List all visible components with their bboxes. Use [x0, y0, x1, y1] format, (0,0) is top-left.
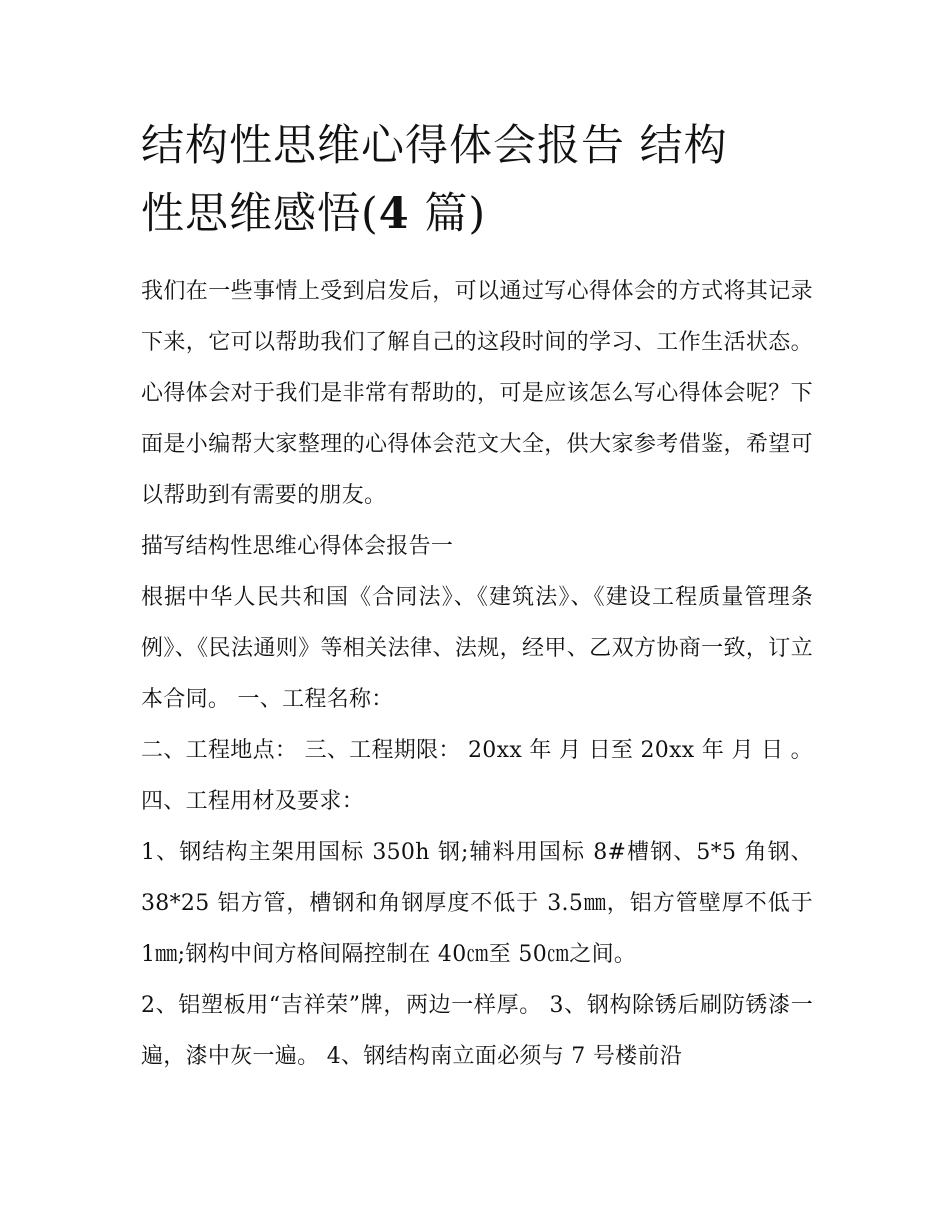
project-info-paragraph: 二、工程地点： 三、工程期限： 20xx 年 月 日至 20xx 年 月 日 。 四、工程用材及要求： — [141, 738, 813, 814]
title-line-2c: 篇) — [409, 189, 487, 239]
contract-basis-paragraph: 根据中华人民共和国《合同法》、《建筑法》、《建设工程质量管理条例》、《民法通则》等相关法律、法规，经甲、乙双方协商一致，订立本合同。 一、工程名称： — [141, 585, 813, 712]
title-count: 4 — [378, 189, 410, 239]
intro-paragraph: 我们在一些事情上受到启发后，可以通过写心得体会的方式将其记录下来，它可以帮助我们了解自己的这段时间的学习、工作生活状态。心得体会对于我们是非常有帮助的，可是应该怎么写心得体会呢？下面是小编帮大家整理的心得体会范文大全，供大家参考借鉴，希望可以帮助到有需要的朋友。 — [141, 279, 813, 508]
material-requirement-2: 2、铝塑板用“吉祥荣”牌，两边一样厚。 3、钢构除锈后刷防锈漆一遍，漆中灰一遍。 4、钢结构南立面必须与 7 号楼前沿 — [141, 993, 813, 1069]
title-line-2a: 性思维感悟( — [141, 189, 379, 239]
document-title — [141, 112, 813, 248]
document-page — [141, 112, 813, 1082]
title-line-1: 结构性思维心得体会报告 结构 — [141, 121, 728, 171]
material-requirement-1: 1、钢结构主架用国标 350h 钢;辅料用国标 8#槽钢、5*5 角钢、38*25 铝方管，槽钢和角钢厚度不低于 3.5㎜，铝方管壁厚不低于 1㎜;钢构中间方格间隔控制在 40㎝至 50㎝之间。 — [141, 840, 813, 967]
section-heading: 描写结构性思维心得体会报告一 — [141, 534, 454, 559]
